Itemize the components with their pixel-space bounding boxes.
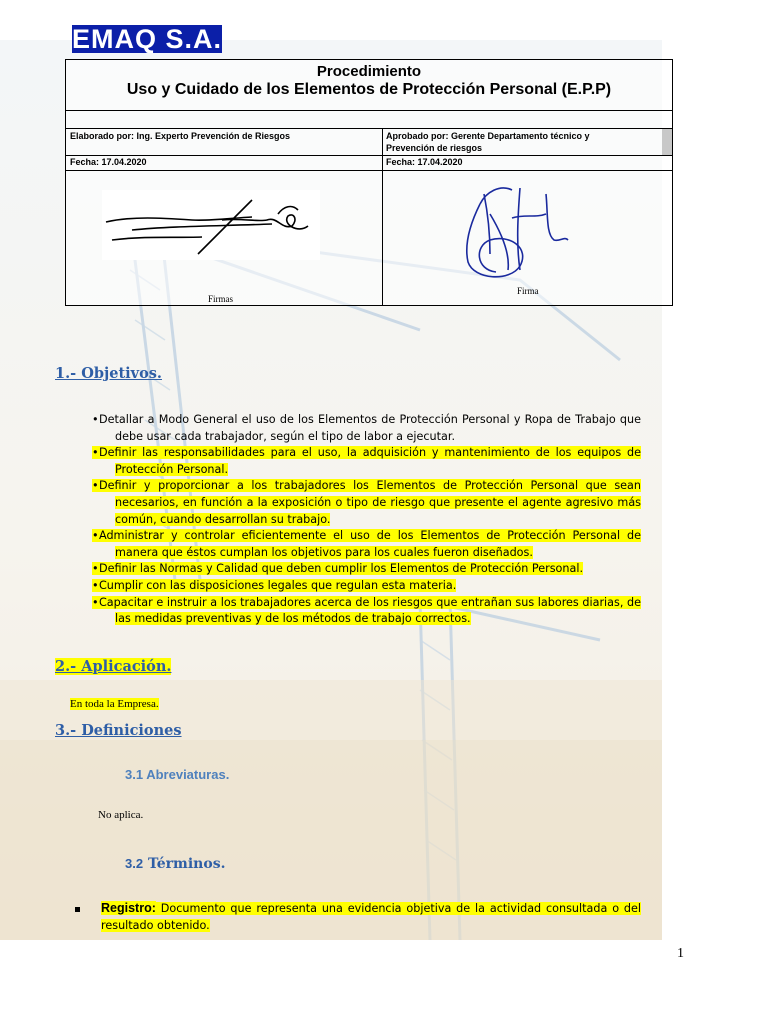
list-item: •Detallar a Modo General el uso de los Elementos de Protección Personal y Ropa de Trabajo que debe usar cada trabajador, según el tipo de labor a ejecutar. bbox=[92, 413, 641, 443]
list-item: •Cumplir con las disposiciones legales que regulan esta materia. bbox=[92, 578, 457, 592]
approved-by-line2: Prevención de riesgos bbox=[386, 143, 483, 153]
subsection-abbreviations-title bbox=[125, 767, 229, 782]
page-number: 1 bbox=[677, 946, 684, 961]
header-divider bbox=[66, 170, 672, 171]
signature-label: Firma bbox=[517, 286, 539, 296]
abbreviations-text: No aplica. bbox=[98, 809, 144, 821]
subsection-title: Términos. bbox=[147, 856, 226, 872]
section-objectives-title: 1.- Objetivos. bbox=[55, 365, 162, 382]
signature-right bbox=[450, 174, 570, 290]
subsection-number: 3.1 bbox=[125, 767, 144, 782]
list-item: •Definir y proporcionar a los trabajadores los Elementos de Protección Personal que sean necesarios, en función a la exposición o tipo de riesgo que presente el agente agresivo más común, cuando desarrollan su trabajo. bbox=[92, 479, 641, 526]
date-right: Fecha: 17.04.2020 bbox=[386, 157, 463, 167]
square-bullet-icon bbox=[75, 907, 80, 912]
section-application-title: 2.- Aplicación. bbox=[55, 658, 172, 675]
list-item: •Administrar y controlar eficientemente el uso de los Elementos de Protección Personal de manera que éstos cumplan los objetivos para los cuales fueron diseñados. bbox=[92, 529, 641, 559]
header-shade bbox=[662, 129, 672, 155]
term-definition bbox=[101, 900, 641, 934]
header-divider bbox=[66, 110, 672, 111]
subsection-title: Abreviaturas. bbox=[146, 767, 230, 782]
signatures-label: Firmas bbox=[208, 294, 234, 304]
approved-by-line1: Aprobado por: Gerente Departamento técnico y bbox=[386, 131, 590, 141]
company-logo: EMAQ S.A. bbox=[72, 25, 222, 53]
header-divider bbox=[66, 155, 672, 156]
procedure-label: Procedimiento bbox=[316, 63, 422, 80]
date-left: Fecha: 17.04.2020 bbox=[70, 157, 147, 167]
subsection-number: 3.2 bbox=[125, 856, 144, 871]
objectives-list bbox=[92, 412, 641, 628]
list-item: •Definir las Normas y Calidad que deben cumplir los Elementos de Protección Personal. bbox=[92, 562, 583, 576]
document-title: Uso y Cuidado de los Elementos de Protección Personal (E.P.P) bbox=[126, 81, 612, 98]
list-item: •Capacitar e instruir a los trabajadores acerca de los riesgos que entrañan sus labores diarias, de las medidas preventivas y de los métodos de trabajo correctos. bbox=[92, 595, 641, 626]
elaborated-by: Elaborado por: Ing. Experto Prevención de Riesgos bbox=[70, 131, 291, 141]
signature-left bbox=[102, 190, 320, 260]
header-divider bbox=[66, 128, 672, 129]
section-definitions-title: 3.- Definiciones bbox=[55, 722, 182, 739]
subsection-terms-title bbox=[125, 856, 225, 872]
term-label: Registro: bbox=[101, 901, 156, 915]
header-column-divider bbox=[382, 128, 383, 305]
term-text: Documento que representa una evidencia objetiva de la actividad consultada o del resultado obtenido. bbox=[101, 902, 641, 932]
document-header-table bbox=[65, 59, 673, 306]
application-text: En toda la Empresa. bbox=[70, 698, 159, 710]
list-item: •Definir las responsabilidades para el uso, la adquisición y mantenimiento de los equipos de Protección Personal. bbox=[92, 446, 641, 476]
